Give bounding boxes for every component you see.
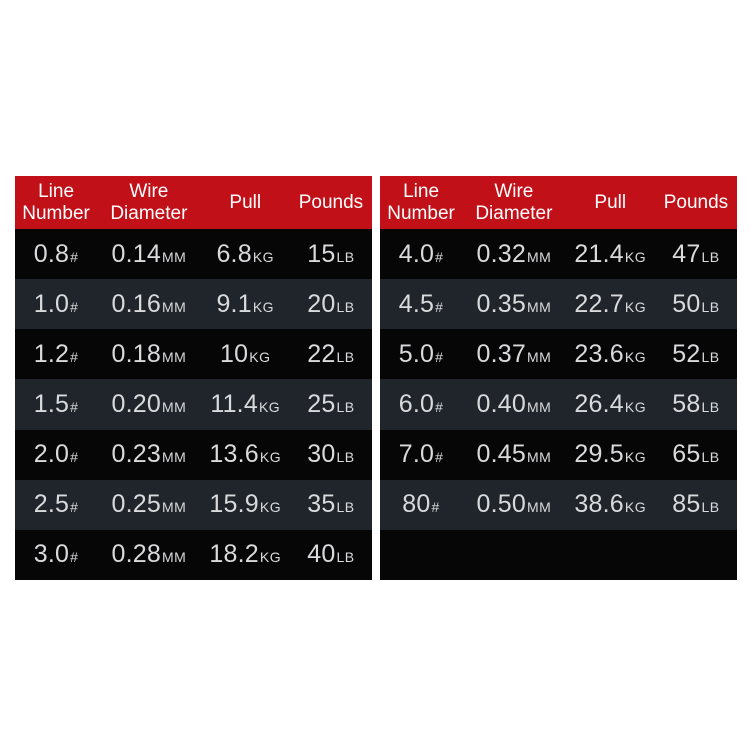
cell-unit: MM [161, 449, 187, 466]
cell-value: 38.6 [574, 490, 624, 519]
table-cell [15, 290, 97, 319]
table-row [15, 229, 372, 279]
table-row [380, 279, 737, 329]
table-cell [655, 290, 737, 319]
cell-value: 1.5 [33, 389, 70, 418]
cell-unit: LB [701, 298, 720, 315]
table-row [380, 430, 737, 480]
column-header: Pull [594, 191, 627, 213]
table-cell [97, 490, 201, 519]
table-row [15, 279, 372, 329]
table-row [15, 430, 372, 480]
table-cell [201, 340, 290, 369]
table-cell [290, 540, 372, 569]
table-cell [566, 240, 655, 269]
column-header: Wire Diameter [110, 181, 188, 224]
cell-unit: LB [701, 499, 720, 516]
cell-unit: # [70, 248, 79, 265]
cell-value: 0.20 [111, 389, 161, 418]
table-cell [655, 440, 737, 469]
cell-value: 80 [402, 490, 431, 519]
table-cell [380, 340, 462, 369]
table-cell [97, 390, 201, 419]
cell-unit: LB [336, 549, 355, 566]
cell-value: 7.0 [398, 440, 435, 469]
cell-unit: KG [624, 248, 647, 265]
cell-unit: KG [252, 248, 275, 265]
table-cell [380, 290, 462, 319]
cell-value: 15.9 [209, 490, 259, 519]
cell-value: 0.32 [476, 239, 526, 268]
cell-unit: LB [336, 499, 355, 516]
cell-unit: MM [526, 348, 552, 365]
column-header: Pounds [298, 191, 364, 213]
cell-value: 1.2 [33, 339, 70, 368]
cell-unit: MM [526, 248, 552, 265]
table-cell [380, 490, 462, 519]
cell-value: 58 [672, 389, 701, 418]
cell-value: 0.28 [111, 540, 161, 569]
cell-unit: KG [249, 348, 271, 365]
cell-value: 26.4 [574, 389, 624, 418]
table-cell [655, 340, 737, 369]
cell-value: 65 [672, 440, 701, 469]
column-header: Line Number [22, 181, 90, 224]
table-row [15, 480, 372, 530]
cell-value: 3.0 [33, 540, 70, 569]
cell-unit: MM [526, 298, 552, 315]
cell-unit: # [70, 499, 79, 516]
table-cell [15, 540, 97, 569]
table-cell [290, 290, 372, 319]
cell-value: 5.0 [398, 339, 435, 368]
cell-unit: KG [259, 549, 282, 566]
cell-unit: # [70, 398, 79, 415]
table-cell [201, 490, 290, 519]
cell-unit: LB [336, 449, 355, 466]
cell-unit: LB [336, 298, 355, 315]
table-cell [566, 490, 655, 519]
cell-value: 0.40 [476, 389, 526, 418]
column-header: Pounds [663, 191, 729, 213]
cell-value: 0.8 [33, 239, 70, 268]
table-cell [290, 240, 372, 269]
table-cell [462, 290, 566, 319]
cell-unit: MM [161, 298, 187, 315]
table-cell [655, 240, 737, 269]
table-cell [201, 290, 290, 319]
cell-value: 0.16 [111, 289, 161, 318]
table-cell [201, 440, 290, 469]
cell-value: 6.8 [216, 239, 252, 268]
cell-value: 0.45 [476, 440, 526, 469]
cell-unit: MM [161, 499, 187, 516]
cell-unit: MM [526, 499, 552, 516]
spec-table-right [380, 176, 737, 580]
cell-unit: KG [259, 499, 282, 516]
cell-unit: # [435, 398, 444, 415]
cell-unit: MM [526, 398, 552, 415]
table-cell [97, 440, 201, 469]
table-cell [97, 340, 201, 369]
cell-value: 2.5 [33, 490, 70, 519]
cell-value: 0.25 [111, 490, 161, 519]
cell-value: 25 [307, 389, 336, 418]
table-cell [15, 490, 97, 519]
cell-unit: LB [336, 348, 355, 365]
table-cell [97, 240, 201, 269]
table-row [380, 480, 737, 530]
table-cell [566, 390, 655, 419]
table-cell [380, 240, 462, 269]
table-cell [655, 490, 737, 519]
cell-unit: # [435, 248, 444, 265]
table-cell [290, 390, 372, 419]
table-cell [201, 390, 290, 419]
cell-unit: LB [701, 348, 720, 365]
cell-value: 20 [307, 289, 336, 318]
cell-value: 1.0 [33, 289, 70, 318]
table-cell [15, 240, 97, 269]
cell-unit: # [70, 549, 79, 566]
cell-unit: LB [701, 398, 720, 415]
column-header: Line Number [387, 181, 455, 224]
cell-value: 30 [307, 440, 336, 469]
table-row [15, 379, 372, 429]
cell-unit: # [435, 298, 444, 315]
cell-value: 0.35 [476, 289, 526, 318]
table-cell [201, 540, 290, 569]
table-cell [97, 540, 201, 569]
column-header: Wire Diameter [475, 181, 553, 224]
cell-unit: KG [259, 449, 282, 466]
cell-value: 11.4 [210, 389, 258, 418]
cell-value: 6.0 [398, 389, 435, 418]
cell-unit: KG [624, 398, 647, 415]
table-cell [15, 340, 97, 369]
cell-unit: KG [258, 398, 281, 415]
cell-unit: MM [161, 549, 187, 566]
cell-value: 21.4 [574, 239, 624, 268]
cell-unit: KG [624, 348, 647, 365]
cell-value: 13.6 [209, 440, 259, 469]
cell-unit: # [70, 449, 79, 466]
table-cell [462, 440, 566, 469]
table-cell [566, 290, 655, 319]
empty-row [380, 530, 737, 580]
cell-value: 10 [220, 339, 249, 368]
cell-value: 2.0 [33, 440, 70, 469]
cell-value: 85 [672, 490, 701, 519]
cell-unit: LB [701, 449, 720, 466]
cell-unit: MM [161, 348, 187, 365]
cell-unit: KG [252, 298, 275, 315]
cell-unit: LB [701, 248, 720, 265]
cell-unit: MM [161, 248, 187, 265]
cell-value: 9.1 [216, 289, 252, 318]
cell-value: 0.14 [111, 239, 161, 268]
spec-tables [15, 176, 737, 580]
table-cell [566, 340, 655, 369]
cell-unit: KG [624, 298, 647, 315]
cell-unit: KG [624, 499, 647, 516]
table-row [380, 379, 737, 429]
table-cell [462, 240, 566, 269]
table-row [380, 329, 737, 379]
table-cell [462, 490, 566, 519]
cell-unit: MM [161, 398, 187, 415]
table-row [15, 530, 372, 580]
cell-unit: # [435, 348, 444, 365]
cell-value: 52 [672, 339, 701, 368]
table-cell [97, 290, 201, 319]
table-row [15, 329, 372, 379]
cell-value: 22 [307, 339, 336, 368]
cell-value: 35 [307, 490, 336, 519]
table-cell [15, 440, 97, 469]
table-cell [201, 240, 290, 269]
cell-value: 4.5 [398, 289, 435, 318]
table-cell [290, 490, 372, 519]
cell-unit: LB [336, 248, 355, 265]
cell-value: 47 [672, 239, 701, 268]
column-header: Pull [229, 191, 262, 213]
cell-value: 23.6 [574, 339, 624, 368]
table-cell [380, 440, 462, 469]
cell-unit: # [70, 298, 79, 315]
table-cell [462, 340, 566, 369]
cell-unit: # [431, 499, 440, 516]
cell-value: 0.23 [111, 440, 161, 469]
cell-value: 18.2 [209, 540, 259, 569]
cell-unit: LB [336, 398, 355, 415]
cell-unit: MM [526, 449, 552, 466]
table-row [380, 229, 737, 279]
cell-unit: KG [624, 449, 647, 466]
table-cell [290, 440, 372, 469]
table-cell [290, 340, 372, 369]
cell-value: 22.7 [574, 289, 624, 318]
cell-value: 0.37 [476, 339, 526, 368]
cell-value: 29.5 [574, 440, 624, 469]
table-cell [655, 390, 737, 419]
cell-value: 50 [672, 289, 701, 318]
spec-table-left [15, 176, 372, 580]
cell-unit: # [70, 348, 79, 365]
cell-value: 40 [307, 540, 336, 569]
table-cell [566, 440, 655, 469]
table-cell [462, 390, 566, 419]
cell-value: 15 [307, 239, 336, 268]
table-header-row [380, 176, 737, 229]
table-header-row [15, 176, 372, 229]
table-cell [15, 390, 97, 419]
cell-unit: # [435, 449, 444, 466]
cell-value: 0.50 [476, 490, 526, 519]
cell-value: 4.0 [398, 239, 435, 268]
cell-value: 0.18 [111, 339, 161, 368]
table-cell [380, 390, 462, 419]
